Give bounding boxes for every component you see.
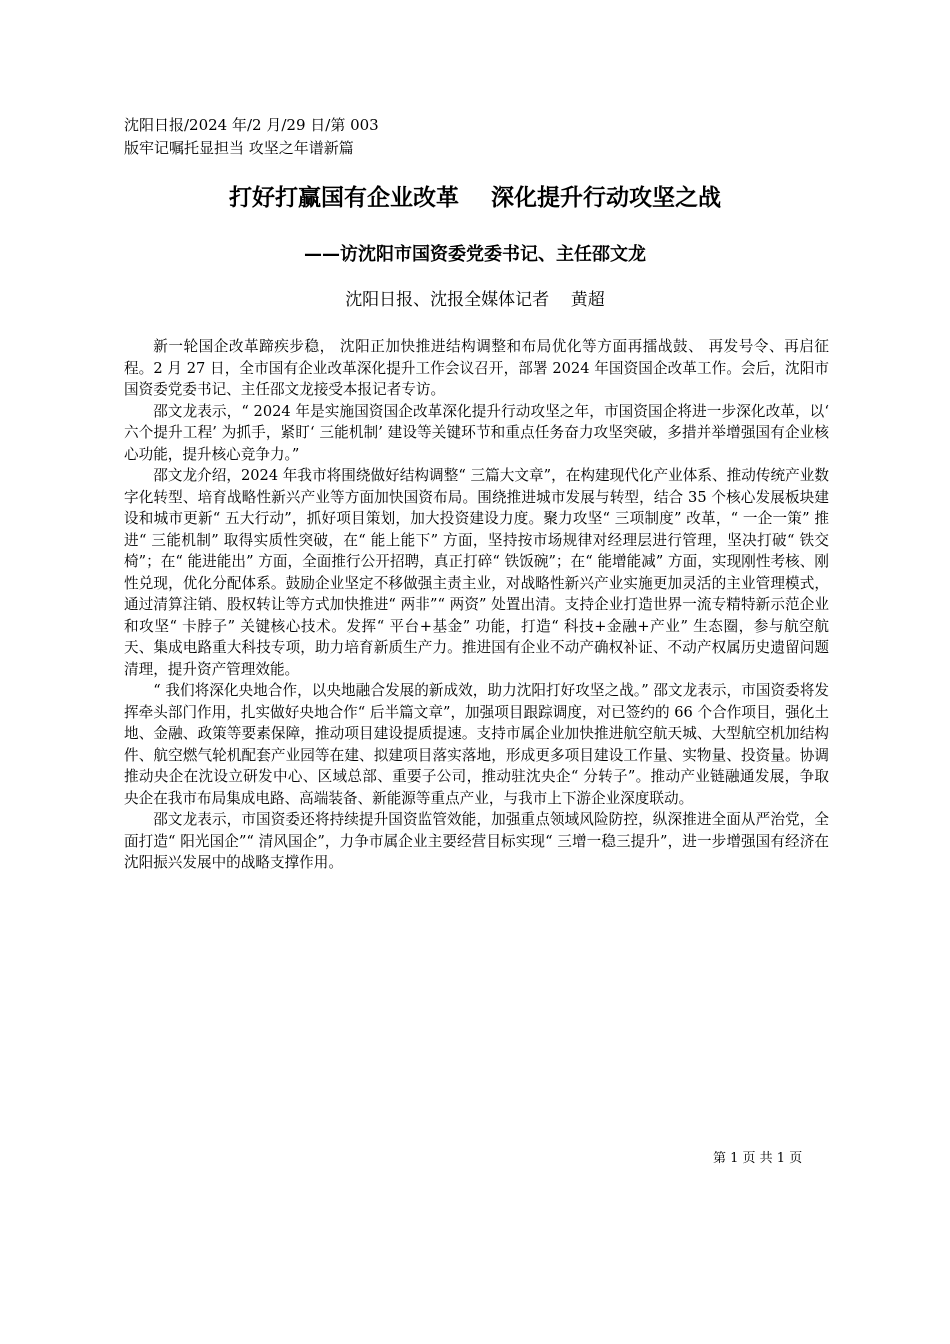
page-number: 第 1 页 共 1 页 (713, 1151, 803, 1166)
article-title: 打好打赢国有企业改革 深化提升行动攻坚之战 (228, 185, 722, 211)
article-byline: 沈阳日报、沈报全媒体记者 黄超 (345, 290, 605, 310)
paragraph: 邵文龙介绍，2024 年我市将围绕做好结构调整“ 三篇大文章”，在构建现代化产业体系、推动传统产业数字化转型、培育战略性新兴产业等方面加快国资布局。围绕推进城市发展与转型，结合 35 个核心发展板块建设和城市更新“ 五大行动”，抓好项目策划，加大投资建设力度。聚力攻坚“ 三项制度” 改革，“ 一企一策” 推进“ 三能机制” 取得实质性突破，在“ 能上能下” 方面，坚持按市场规律对经理层进行管理，坚决打破“ 铁交椅”；在“ 能进能出” 方面，全面推行公开招聘，真正打碎“ 铁饭碗”；在“ 能增能减” 方面，实现刚性考核、刚性兑现，优化分配体系。鼓励企业坚定不移做强主责主业，对战略性新兴产业实施更加灵活的主业管理模式，通过清算注销、股权转让等方式加快推进“ 两非”“ 两资” 处置出清。支持企业打造世界一流专精特新示范企业和攻坚“ 卡脖子” 关键核心技术。发挥“ 平台+基金” 功能，打造“ 科技+金融+产业” 生态圈，参与航空航天、集成电路重大科技专项，助力培育新质生产力。推进国有企业不动产确权补证、不动产权属历史遗留问题清理，提升资产管理效能。 (124, 467, 829, 678)
header-meta (124, 114, 379, 160)
column-line: 版牢记嘱托显担当 攻坚之年谱新篇 (124, 139, 354, 157)
article-subtitle: ——访沈阳市国资委党委书记、主任邵文龙 (304, 244, 646, 265)
source-line: 沈阳日报/2024 年/2 月/29 日/第 003 (124, 116, 379, 134)
paragraph: 邵文龙表示，“ 2024 年是实施国资国企改革深化提升行动攻坚之年，市国资国企将进一步深化改革，以‘ 六个提升工程’ 为抓手，紧盯‘ 三能机制’ 建设等关键环节和重点任务奋力攻坚突破，多措并举增强国有企业核心功能，提升核心竞争力。” (124, 402, 829, 463)
paragraph: “ 我们将深化央地合作，以央地融合发展的新成效，助力沈阳打好攻坚之战。” 邵文龙表示，市国资委将发挥牵头部门作用，扎实做好央地合作“ 后半篇文章”，加强项目跟踪调度，对已签约的 66 个合作项目，强化土地、金融、政策等要素保障，推动项目建设提质提速。支持市属企业加快推进航空航天城、大型航空机加结构件、航空燃气轮机配套产业园等在建、拟建项目落实落地，形成更多项目建设工作量、实物量、投资量。协调推动央企在沈设立研发中心、区域总部、重要子公司，推动驻沈央企“ 分转子”。推动产业链融通发展，争取央企在我市布局集成电路、高端装备、新能源等重点产业，与我市上下游企业深度联动。 (124, 682, 829, 807)
article-body (124, 336, 829, 874)
paragraph: 新一轮国企改革蹄疾步稳， 沈阳正加快推进结构调整和布局优化等方面再擂战鼓、 再发号令、再启征程。2 月 27 日，全市国有企业改革深化提升工作会议召开，部署 2024 年国资国企改革工作。会后，沈阳市国资委党委书记、主任邵文龙接受本报记者专访。 (124, 338, 829, 398)
paragraph: 邵文龙表示，市国资委还将持续提升国资监管效能，加强重点领域风险防控，纵深推进全面从严治党，全面打造“ 阳光国企”“ 清风国企”，力争市属企业主要经营目标实现“ 三增一稳三提升”，进一步增强国有经济在沈阳振兴发展中的战略支撑作用。 (124, 811, 829, 871)
